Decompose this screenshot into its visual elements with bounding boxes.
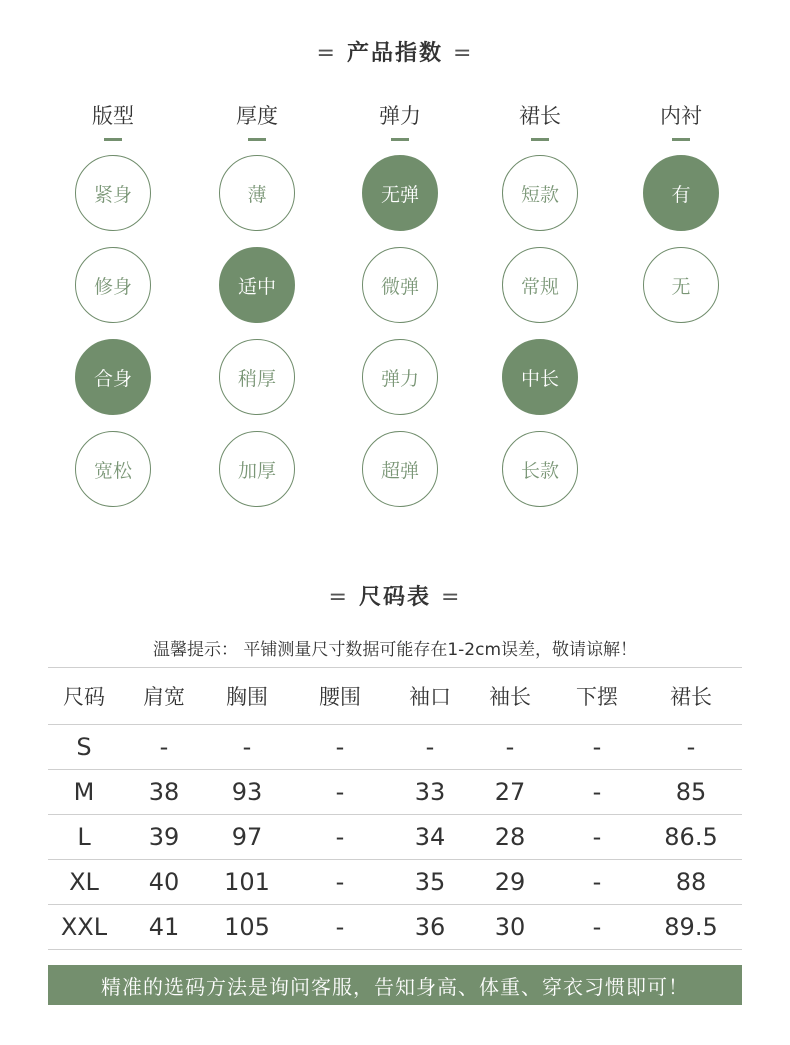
size-table-cell: 38 — [148, 778, 180, 806]
index-column-header: 裙长 — [519, 104, 561, 128]
size-table-cell: - — [592, 868, 602, 896]
index-option: 短款 — [502, 155, 578, 231]
index-option: 长款 — [502, 431, 578, 507]
title-decoration-right: = — [441, 585, 462, 610]
product-index-title-text: 产品指数 — [346, 41, 443, 66]
title-decoration-left: = — [328, 585, 349, 610]
index-option: 无 — [643, 247, 719, 323]
size-table-cell: 39 — [148, 823, 180, 851]
index-option-selected: 有 — [643, 155, 719, 231]
index-option: 弹力 — [362, 339, 438, 415]
size-table-cell: - — [686, 733, 696, 761]
size-table-cell: XXL — [60, 913, 108, 941]
size-advice-banner: 精准的选码方法是询问客服，告知身高、体重、穿衣习惯即可！ — [48, 965, 742, 1005]
size-table-cell: 36 — [414, 913, 446, 941]
size-table-cell: 34 — [414, 823, 446, 851]
size-table-cell: - — [425, 733, 435, 761]
size-table-cell: - — [592, 778, 602, 806]
size-table-cell: - — [505, 733, 515, 761]
size-table-cell: 86.5 — [664, 823, 718, 851]
size-table-cell: - — [592, 823, 602, 851]
size-table-cell: 27 — [494, 778, 526, 806]
size-table-header-cell: 肩宽 — [143, 685, 185, 709]
index-option: 常规 — [502, 247, 578, 323]
size-table-cell: L — [77, 823, 91, 851]
header-underline — [104, 138, 122, 141]
size-table-cell: 89.5 — [664, 913, 718, 941]
size-table-cell: XL — [69, 868, 99, 896]
size-table-cell: 40 — [148, 868, 180, 896]
size-table-cell: 101 — [224, 868, 270, 896]
size-table-header-cell: 腰围 — [319, 685, 361, 709]
size-table-header-cell: 下摆 — [576, 685, 618, 709]
product-index-title — [0, 36, 790, 67]
index-option: 宽松 — [75, 431, 151, 507]
size-table-body — [48, 725, 742, 950]
index-option: 修身 — [75, 247, 151, 323]
size-table-header-cell: 尺码 — [63, 685, 105, 709]
size-table-cell: 33 — [414, 778, 446, 806]
size-table-cell: - — [335, 868, 345, 896]
size-table-row — [48, 815, 742, 860]
index-column — [621, 102, 741, 339]
size-table-row — [48, 770, 742, 815]
header-underline — [672, 138, 690, 141]
size-table-cell: 29 — [494, 868, 526, 896]
index-option-selected: 适中 — [219, 247, 295, 323]
index-column-header: 弹力 — [379, 104, 421, 128]
size-table-cell: S — [76, 733, 92, 761]
size-table-cell: - — [335, 778, 345, 806]
size-table-cell: 88 — [675, 868, 707, 896]
size-table-header-cell: 袖长 — [489, 685, 531, 709]
size-chart-title — [0, 580, 790, 611]
size-table-cell: - — [592, 913, 602, 941]
size-table-cell: - — [335, 913, 345, 941]
index-option-selected: 合身 — [75, 339, 151, 415]
size-table-cell: - — [242, 733, 252, 761]
index-column — [480, 102, 600, 523]
size-table-cell: 35 — [414, 868, 446, 896]
index-option: 微弹 — [362, 247, 438, 323]
size-table-cell: - — [159, 733, 169, 761]
size-table-cell: 105 — [224, 913, 270, 941]
header-underline — [248, 138, 266, 141]
measurement-tip: 温馨提示： 平铺测量尺寸数据可能存在1-2cm误差，敬请谅解！ — [152, 640, 638, 660]
size-table-cell: - — [335, 733, 345, 761]
size-table-cell: M — [73, 778, 95, 806]
index-option: 加厚 — [219, 431, 295, 507]
index-column-header: 版型 — [92, 104, 134, 128]
header-underline — [531, 138, 549, 141]
index-option-selected: 无弹 — [362, 155, 438, 231]
size-table-cell: 85 — [675, 778, 707, 806]
index-column-header: 厚度 — [236, 104, 278, 128]
index-option-selected: 中长 — [502, 339, 578, 415]
header-underline — [391, 138, 409, 141]
size-table-cell: 41 — [148, 913, 180, 941]
index-option: 稍厚 — [219, 339, 295, 415]
size-table — [48, 667, 742, 950]
size-table-cell: - — [592, 733, 602, 761]
index-column — [53, 102, 173, 523]
size-table-header-cell: 袖口 — [409, 685, 451, 709]
index-column — [340, 102, 460, 523]
title-decoration-right: = — [453, 41, 474, 66]
size-table-cell: 28 — [494, 823, 526, 851]
title-decoration-left: = — [316, 41, 337, 66]
size-table-cell: 30 — [494, 913, 526, 941]
index-option: 紧身 — [75, 155, 151, 231]
size-table-cell: 97 — [231, 823, 263, 851]
size-chart-title-text: 尺码表 — [358, 585, 431, 610]
size-table-row — [48, 725, 742, 770]
size-table-row — [48, 860, 742, 905]
size-table-cell: 93 — [231, 778, 263, 806]
index-option: 薄 — [219, 155, 295, 231]
size-table-cell: - — [335, 823, 345, 851]
index-column-header: 内衬 — [660, 104, 702, 128]
size-table-row — [48, 905, 742, 950]
index-column — [197, 102, 317, 523]
size-table-header-cell: 裙长 — [670, 685, 712, 709]
index-option: 超弹 — [362, 431, 438, 507]
size-table-header-cell: 胸围 — [226, 685, 268, 709]
size-table-header-row — [48, 668, 742, 725]
